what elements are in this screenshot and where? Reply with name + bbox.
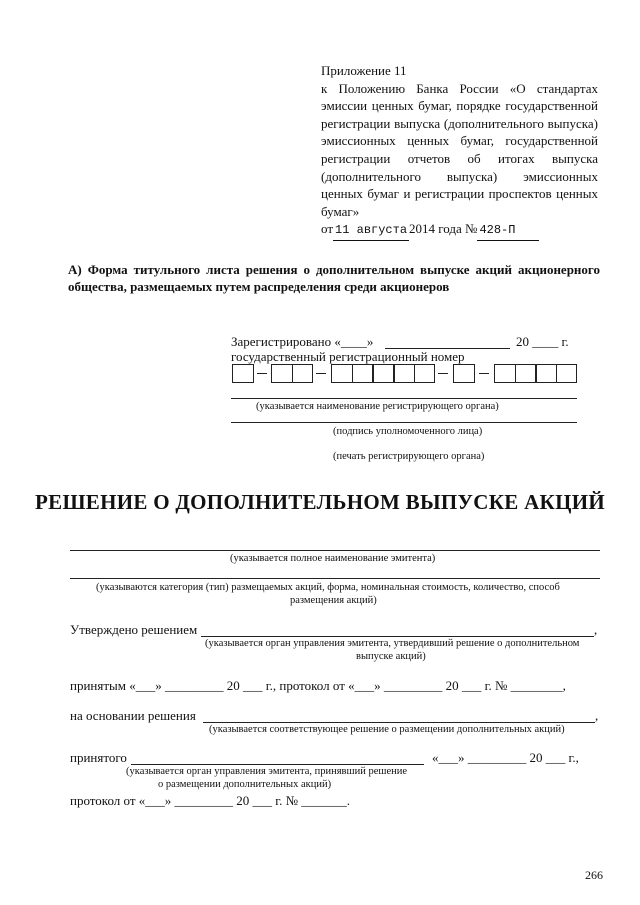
number-box: [292, 364, 313, 383]
approved-by-line: [201, 636, 594, 637]
basis-decision-label: на основании решения: [70, 708, 196, 723]
appendix-reference: [321, 62, 598, 241]
appendix-line: эмиссии ценных бумаг, порядке государственной: [321, 98, 598, 114]
state-registration-number-label: государственный регистрационный номер: [231, 349, 465, 364]
accepted-by-line: [131, 764, 424, 765]
comma: ,: [595, 708, 599, 723]
protocol-line: протокол от «___» _________ 20 ___ г. № _______.: [70, 793, 351, 808]
registering-organ-line: [231, 398, 577, 399]
seal-caption: (печать регистрирующего органа): [333, 451, 485, 462]
number-box: [453, 364, 475, 383]
order-number-handwritten: 428-П: [477, 222, 539, 241]
number-box: [352, 364, 373, 383]
accepted-date: «___» _________ 20 ___ г.,: [432, 750, 579, 765]
appendix-line: ценных бумаг и регистрации проспектов ценных: [321, 186, 598, 202]
registered-label: Зарегистрировано «____»: [231, 334, 374, 349]
appendix-line: бумаг»: [321, 203, 360, 219]
number-box: [232, 364, 254, 383]
approved-by-caption: выпуске акций): [356, 651, 426, 662]
appendix-date: [321, 220, 598, 241]
comma: ,: [594, 622, 598, 637]
section-heading-line: общества, размещаемых путем распределения среди акционеров: [68, 279, 450, 294]
approved-by-label: Утверждено решением: [70, 622, 198, 637]
registration-year: 20 ____ г.: [516, 334, 569, 349]
section-heading-line: А) Форма титульного листа решения о дополнительном выпуске акций акционерного: [68, 262, 600, 277]
number-box: [515, 364, 536, 383]
adopted-date-protocol-line: принятым «___» _________ 20 ___ г., протокол от «___» _________ 20 ___ г. № ________,: [70, 678, 566, 693]
share-category-line: [70, 578, 600, 579]
issuer-name-line: [70, 550, 600, 551]
number-box: [373, 364, 394, 383]
appendix-line: регистрации отчетов об итогах выпуска: [321, 150, 598, 166]
number-dash: [316, 373, 326, 374]
appendix-line: (дополнительного выпуска) эмиссионных: [321, 168, 598, 184]
number-dash: [479, 373, 489, 374]
accepted-by-caption: о размещении дополнительных акций): [158, 779, 332, 790]
date-prefix: от: [321, 221, 334, 237]
accepted-by-label: принятого: [70, 750, 127, 765]
section-heading: [68, 261, 600, 295]
appendix-title: Приложение 11: [321, 63, 407, 78]
page-number: 266: [585, 868, 603, 882]
date-year: 2014 года №: [409, 221, 478, 237]
number-dash: [257, 373, 267, 374]
share-category-caption: размещения акций): [290, 595, 377, 606]
issuer-name-caption: (указывается полное наименование эмитента): [230, 553, 436, 564]
approved-by-caption: (указывается орган управления эмитента, утвердивший решение о дополнительном: [205, 638, 580, 649]
appendix-line: регистрации выпуска (дополнительного выпуска): [321, 115, 598, 131]
accepted-by-caption: (указывается орган управления эмитента, принявший решение: [126, 766, 407, 777]
number-box: [394, 364, 415, 383]
number-dash: [438, 373, 448, 374]
appendix-line: к Положению Банка России «О стандартах: [321, 80, 598, 96]
basis-decision-line: [203, 722, 595, 723]
document-title: РЕШЕНИЕ О ДОПОЛНИТЕЛЬНОМ ВЫПУСКЕ АКЦИЙ: [35, 490, 605, 514]
registering-organ-caption: (указывается наименование регистрирующего органа): [256, 401, 499, 412]
number-box: [536, 364, 557, 383]
date-handwritten: 11 августа: [333, 222, 409, 241]
basis-decision-caption: (указывается соответствующее решение о размещении дополнительных акций): [209, 724, 565, 735]
appendix-line: эмиссионных ценных бумаг, государственной: [321, 133, 598, 149]
share-category-caption: (указываются категория (тип) размещаемых акций, форма, номинальная стоимость, количество, способ: [96, 582, 560, 593]
signature-line: [231, 422, 577, 423]
signature-caption: (подпись уполномоченного лица): [333, 426, 483, 437]
